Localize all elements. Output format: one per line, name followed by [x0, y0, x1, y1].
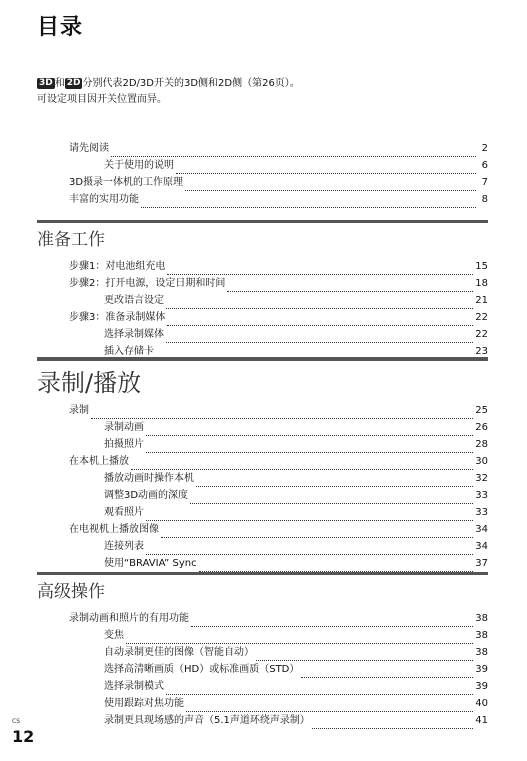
- toc-entry-page: 8: [481, 194, 488, 205]
- toc-entry-label: 播放动画时操作本机: [104, 473, 194, 484]
- toc-entry[interactable]: [37, 419, 488, 436]
- toc-entry-page: 39: [475, 681, 488, 692]
- toc-entry-label: 在电视机上播放图像: [69, 524, 159, 535]
- toc-entry[interactable]: [37, 174, 488, 191]
- section-preparation: [37, 220, 488, 360]
- toc-entry-label: 在本机上播放: [69, 456, 129, 467]
- page-number: 12: [12, 727, 35, 746]
- toc-entry-label: 变焦: [104, 630, 124, 641]
- dot-leader: [256, 649, 473, 661]
- toc-entry[interactable]: [37, 678, 488, 695]
- toc-entry-page: 41: [475, 715, 488, 726]
- toc-entry-label: 步骤3：准备录制媒体: [69, 312, 166, 323]
- toc-entry-page: 21: [475, 295, 488, 306]
- toc-entry-page: 30: [475, 456, 488, 467]
- toc-entry-label: 观看照片: [104, 507, 144, 518]
- toc-entry[interactable]: [37, 402, 488, 419]
- dot-leader: [167, 263, 473, 275]
- toc-entry-page: 15: [475, 261, 488, 272]
- toc-entry-label: 关于使用的说明: [104, 160, 174, 171]
- badge-2d-icon: 2D: [66, 78, 81, 88]
- toc-entry-page: 38: [475, 647, 488, 658]
- dot-leader: [146, 424, 473, 436]
- dot-leader: [190, 492, 473, 504]
- page-title: 目录: [37, 15, 84, 40]
- intro-line-1: [37, 76, 300, 92]
- dot-leader: [301, 666, 473, 678]
- section-advanced: [37, 572, 488, 729]
- dot-leader: [111, 145, 476, 157]
- dot-leader: [227, 280, 473, 292]
- section-header: [37, 357, 488, 398]
- toc-entry-label: 连接列表: [104, 541, 144, 552]
- toc-entry-label: 插入存储卡: [104, 346, 154, 357]
- toc-entry-page: 25: [475, 405, 488, 416]
- toc-entry-page: 6: [481, 160, 488, 171]
- toc-entry[interactable]: [37, 695, 488, 712]
- toc-entry[interactable]: [37, 453, 488, 470]
- toc-entry[interactable]: [37, 610, 488, 627]
- toc-entry-label: 调整3D动画的深度: [104, 490, 189, 501]
- section-title: 高级操作: [37, 582, 105, 602]
- toc-entry-label: 录制: [69, 405, 89, 416]
- toc-entry-label: 选择录制模式: [104, 681, 164, 692]
- toc-entry[interactable]: [37, 326, 488, 343]
- toc-entry-label: 使用“BRAVIA” Sync: [104, 558, 197, 569]
- toc-entry-page: 22: [475, 329, 488, 340]
- dot-leader: [312, 717, 473, 729]
- toc-entry-label: 自动录制更佳的图像（智能自动）: [104, 647, 254, 658]
- toc-entry-page: 34: [475, 541, 488, 552]
- dot-leader: [131, 458, 473, 470]
- dot-leader: [126, 632, 473, 644]
- toc-entry-label: 使用跟踪对焦功能: [104, 698, 184, 709]
- toc-entry[interactable]: [37, 157, 488, 174]
- toc-entry[interactable]: [37, 661, 488, 678]
- intro-line-1-text: 分别代表2D/3D开关的3D侧和2D侧（第26页）。: [82, 78, 300, 89]
- toc-entry-label: 步骤2：打开电源，设定日期和时间: [69, 278, 226, 289]
- dot-leader: [146, 543, 473, 555]
- toc-entry[interactable]: [37, 538, 488, 555]
- intro-and: 和: [54, 78, 65, 89]
- intro-line-2: 可设定项目因开关位置而异。: [37, 94, 167, 105]
- dot-leader: [167, 314, 473, 326]
- toc-entry-page: 28: [475, 439, 488, 450]
- toc-entry-page: 38: [475, 630, 488, 641]
- toc-entry-label: 3D摄录一体机的工作原理: [69, 177, 184, 188]
- toc-entry[interactable]: [37, 140, 488, 157]
- toc-entry-label: 拍摄照片: [104, 439, 144, 450]
- dot-leader: [141, 196, 476, 208]
- dot-leader: [91, 407, 473, 419]
- toc-entry-page: 38: [475, 613, 488, 624]
- dot-leader: [166, 683, 473, 695]
- toc-entry-label: 丰富的实用功能: [69, 194, 139, 205]
- dot-leader: [199, 560, 474, 572]
- toc-entry-label: 选择录制媒体: [104, 329, 164, 340]
- dot-leader: [191, 615, 473, 627]
- section-title: 录制/播放: [37, 369, 142, 397]
- toc-entry-page: 26: [475, 422, 488, 433]
- toc-entry[interactable]: [37, 712, 488, 729]
- toc-entry-page: 40: [475, 698, 488, 709]
- section-header: [37, 572, 488, 602]
- toc-entry-label: 请先阅读: [69, 143, 109, 154]
- toc-entry-page: 22: [475, 312, 488, 323]
- toc-entry[interactable]: [37, 555, 488, 572]
- toc-entry[interactable]: [37, 309, 488, 326]
- toc-entry[interactable]: [37, 627, 488, 644]
- toc-entry-page: 18: [475, 278, 488, 289]
- toc-entry-page: 2: [481, 143, 488, 154]
- toc-entry[interactable]: [37, 521, 488, 538]
- dot-leader: [196, 475, 473, 487]
- toc-entry-label: 更改语言设定: [104, 295, 164, 306]
- toc-entry-label: 选择高清晰画质（HD）或标准画质（STD）: [104, 664, 300, 675]
- section-divider: [37, 220, 488, 223]
- section-record-playback: [37, 357, 488, 572]
- toc-entry-page: 39: [475, 664, 488, 675]
- toc-entry[interactable]: [37, 504, 488, 521]
- dot-leader: [166, 331, 473, 343]
- toc-entry[interactable]: [37, 258, 488, 275]
- toc-entry-label: 录制动画: [104, 422, 144, 433]
- dot-leader: [161, 526, 473, 538]
- toc-entry-page: 33: [475, 490, 488, 501]
- front-toc: [37, 140, 488, 208]
- language-code: CS: [12, 718, 20, 725]
- toc-entry[interactable]: [37, 275, 488, 292]
- toc-entry-page: 32: [475, 473, 488, 484]
- toc-entry[interactable]: [37, 487, 488, 504]
- section-title: 准备工作: [37, 230, 105, 250]
- toc-entry-page: 33: [475, 507, 488, 518]
- toc-entry[interactable]: [37, 191, 488, 208]
- dot-leader: [146, 509, 473, 521]
- dot-leader: [186, 700, 473, 712]
- section-divider: [37, 357, 488, 361]
- toc-entry[interactable]: [37, 470, 488, 487]
- intro-note: [37, 76, 300, 108]
- dot-leader: [166, 297, 473, 309]
- toc-entry-label: 录制更具现场感的声音（5.1声道环绕声录制）: [104, 715, 310, 726]
- toc-entry-label: 录制动画和照片的有用功能: [69, 613, 189, 624]
- toc-entry-page: 23: [475, 346, 488, 357]
- toc-entry[interactable]: [37, 292, 488, 309]
- toc-entry-page: 34: [475, 524, 488, 535]
- dot-leader: [146, 441, 473, 453]
- dot-leader: [185, 179, 476, 191]
- section-divider: [37, 572, 488, 575]
- badge-3d-icon: 3D: [39, 78, 53, 88]
- toc-entry-page: 37: [475, 558, 488, 569]
- toc-entry[interactable]: [37, 436, 488, 453]
- toc-entry-page: 7: [481, 177, 488, 188]
- toc-entry[interactable]: [37, 644, 488, 661]
- section-header: [37, 220, 488, 250]
- dot-leader: [176, 162, 476, 174]
- toc-entry-label: 步骤1：对电池组充电: [69, 261, 166, 272]
